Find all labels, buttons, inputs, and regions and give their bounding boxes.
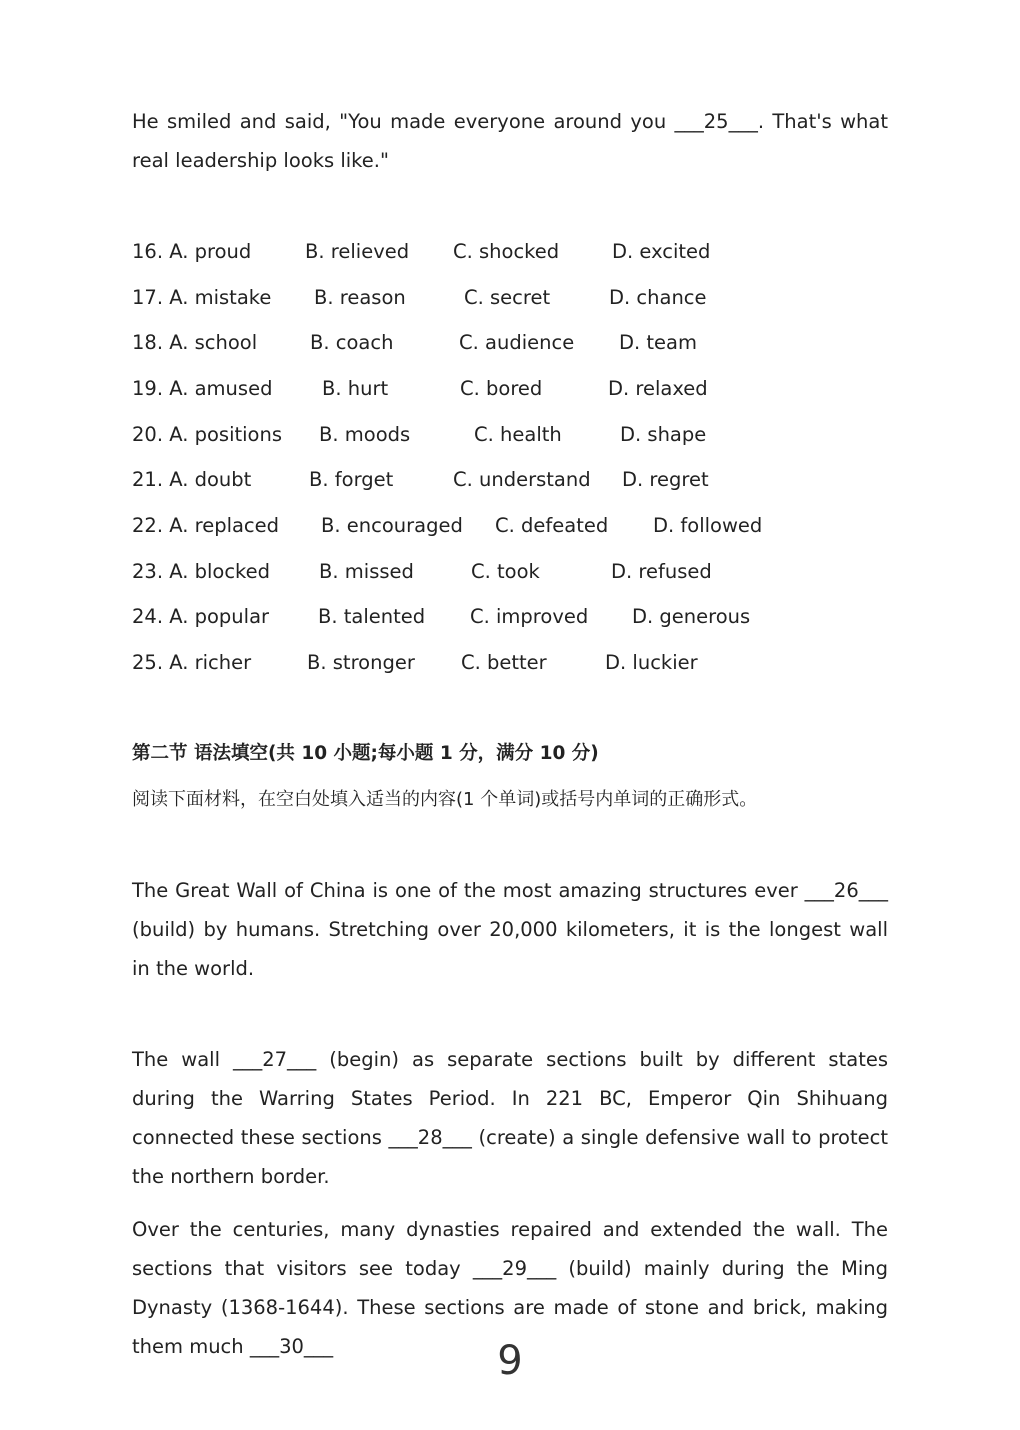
- option-b: B. coach: [310, 331, 394, 354]
- option-d: D. excited: [612, 240, 711, 263]
- option-b: B. hurt: [322, 377, 389, 400]
- option-c: C. defeated: [495, 514, 609, 537]
- option-a: 17. A. mistake: [132, 286, 272, 309]
- passage-paragraph-4: Over the centuries, many dynasties repaired and extended the wall. The sections that visitors see today ___29___ (build) mainly during the Ming Dynasty (1368-1644). These sections are made of stone and brick, making them much ___30___: [132, 1218, 888, 1358]
- option-d: D. relaxed: [608, 377, 708, 400]
- option-d: D. regret: [622, 468, 709, 491]
- option-d: D. shape: [620, 423, 707, 446]
- page-number: 9: [497, 1338, 523, 1384]
- option-c: C. understand: [453, 468, 591, 491]
- option-a: 24. A. popular: [132, 605, 270, 628]
- option-d: D. luckier: [605, 651, 698, 674]
- option-d: D. chance: [609, 286, 707, 309]
- option-c: C. audience: [459, 331, 575, 354]
- option-a: 16. A. proud: [132, 240, 252, 263]
- section-instruction: 阅读下面材料，在空白处填入适当的内容(1 个单词)或括号内单词的正确形式。: [132, 789, 758, 810]
- option-a: 23. A. blocked: [132, 560, 271, 583]
- option-b: B. encouraged: [321, 514, 463, 537]
- option-a: 22. A. replaced: [132, 514, 280, 537]
- option-b: B. stronger: [307, 651, 415, 674]
- option-a: 20. A. positions: [132, 423, 283, 446]
- option-b: B. reason: [314, 286, 406, 309]
- passage-paragraph-2: The Great Wall of China is one of the most amazing structures ever ___26___ (build) by humans. Stretching over 20,000 kilometers, it is the longest wall in the world.: [132, 879, 888, 980]
- option-c: C. better: [461, 651, 547, 674]
- option-c: C. shocked: [453, 240, 560, 263]
- option-d: D. generous: [632, 605, 751, 628]
- option-c: C. improved: [470, 605, 589, 628]
- option-b: B. missed: [319, 560, 414, 583]
- option-d: D. followed: [653, 514, 763, 537]
- section-title: 第二节 语法填空(共 10 小题;每小题 1 分，满分 10 分): [132, 743, 599, 764]
- passage-paragraph-3: The wall ___27___ (begin) as separate sections built by different states during the Warring States Period. In 221 BC, Emperor Qin Shihuang connected these sections ___28___ (create) a single defensive wall to protect the northern border.: [132, 1048, 888, 1188]
- option-d: D. refused: [611, 560, 712, 583]
- option-b: B. talented: [318, 605, 426, 628]
- option-b: B. relieved: [305, 240, 410, 263]
- option-c: C. took: [471, 560, 540, 583]
- option-c: C. secret: [464, 286, 551, 309]
- option-a: 18. A. school: [132, 331, 258, 354]
- option-c: C. health: [474, 423, 562, 446]
- option-c: C. bored: [460, 377, 543, 400]
- passage-paragraph-1: He smiled and said, "You made everyone around you ___25___. That's what real leadership looks like.": [132, 110, 888, 172]
- option-d: D. team: [619, 331, 697, 354]
- option-b: B. moods: [319, 423, 411, 446]
- option-a: 25. A. richer: [132, 651, 252, 674]
- option-a: 21. A. doubt: [132, 468, 252, 491]
- option-b: B. forget: [309, 468, 394, 491]
- option-a: 19. A. amused: [132, 377, 273, 400]
